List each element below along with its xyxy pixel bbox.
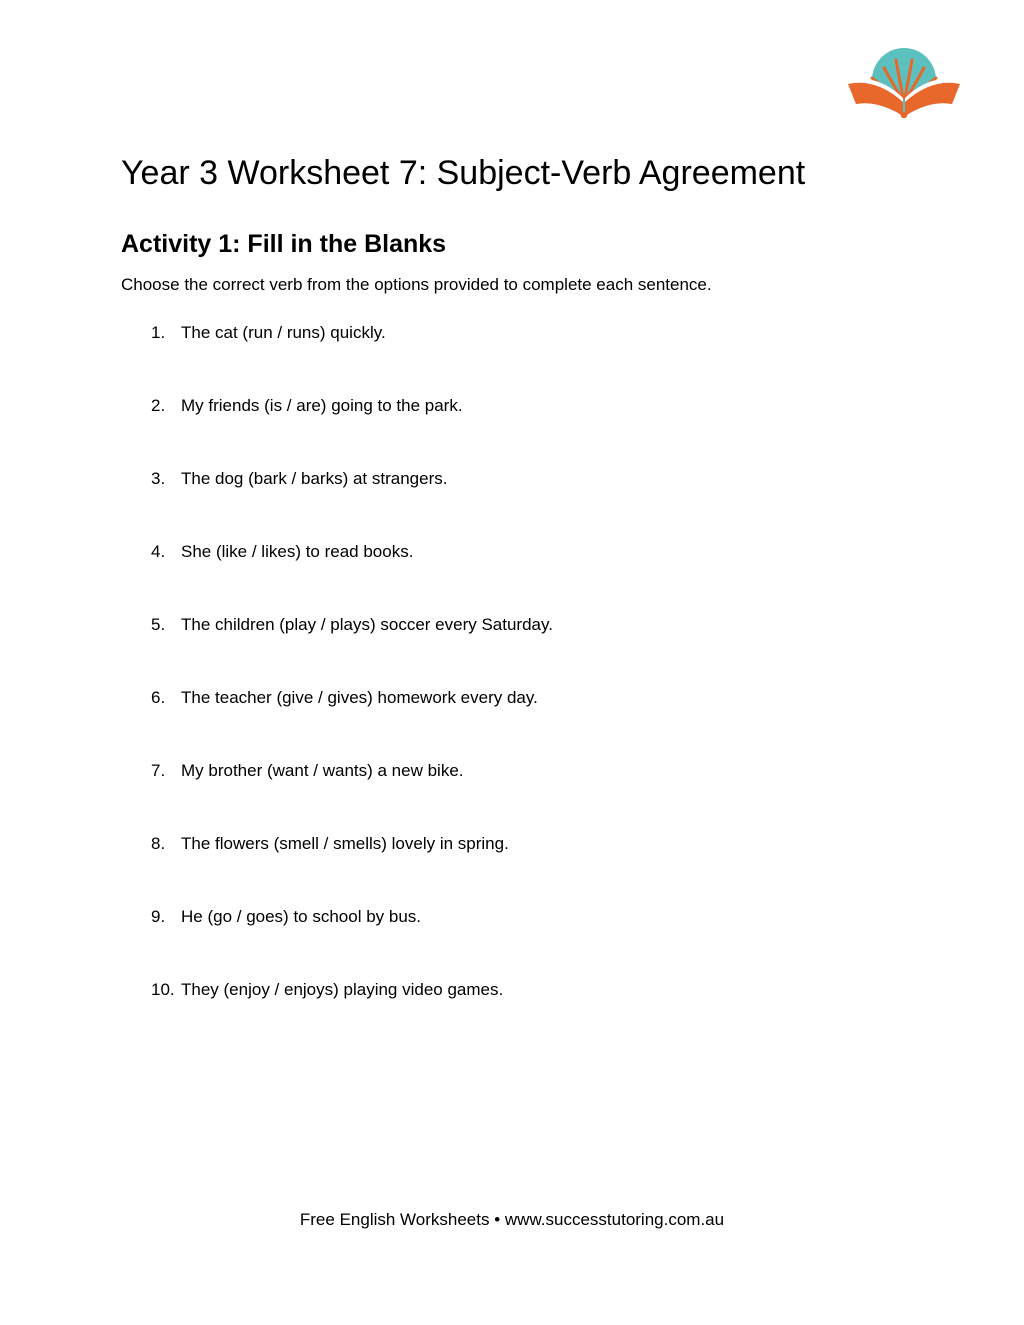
question-number: 3. — [151, 469, 166, 488]
question-number: 2. — [151, 396, 166, 415]
question-number: 10. — [151, 980, 175, 999]
open-book-logo-icon — [846, 46, 962, 120]
question-text: He (go / goes) to school by bus. — [181, 907, 422, 926]
question-text: My friends (is / are) going to the park. — [181, 396, 463, 415]
activity-heading: Activity 1: Fill in the Blanks — [121, 230, 447, 258]
activity-instructions: Choose the correct verb from the options provided to complete each sentence. — [121, 275, 712, 294]
question-number: 8. — [151, 834, 166, 853]
question-number: 5. — [151, 615, 166, 634]
question-number: 4. — [151, 542, 166, 561]
question-number: 9. — [151, 907, 166, 926]
question-text: She (like / likes) to read books. — [181, 542, 414, 561]
question-text: They (enjoy / enjoys) playing video games. — [181, 980, 504, 999]
question-text: The teacher (give / gives) homework every day. — [181, 688, 538, 707]
worksheet-title: Year 3 Worksheet 7: Subject-Verb Agreement — [121, 154, 806, 192]
question-text: The cat (run / runs) quickly. — [181, 323, 386, 342]
question-number: 6. — [151, 688, 166, 707]
question-text: The children (play / plays) soccer every Saturday. — [181, 615, 553, 634]
question-number: 1. — [151, 323, 166, 342]
question-text: The dog (bark / barks) at strangers. — [181, 469, 448, 488]
question-text: My brother (want / wants) a new bike. — [181, 761, 464, 780]
page-footer: Free English Worksheets • www.successtutoring.com.au — [299, 1210, 725, 1229]
question-text: The flowers (smell / smells) lovely in spring. — [181, 834, 509, 853]
question-number: 7. — [151, 761, 166, 780]
